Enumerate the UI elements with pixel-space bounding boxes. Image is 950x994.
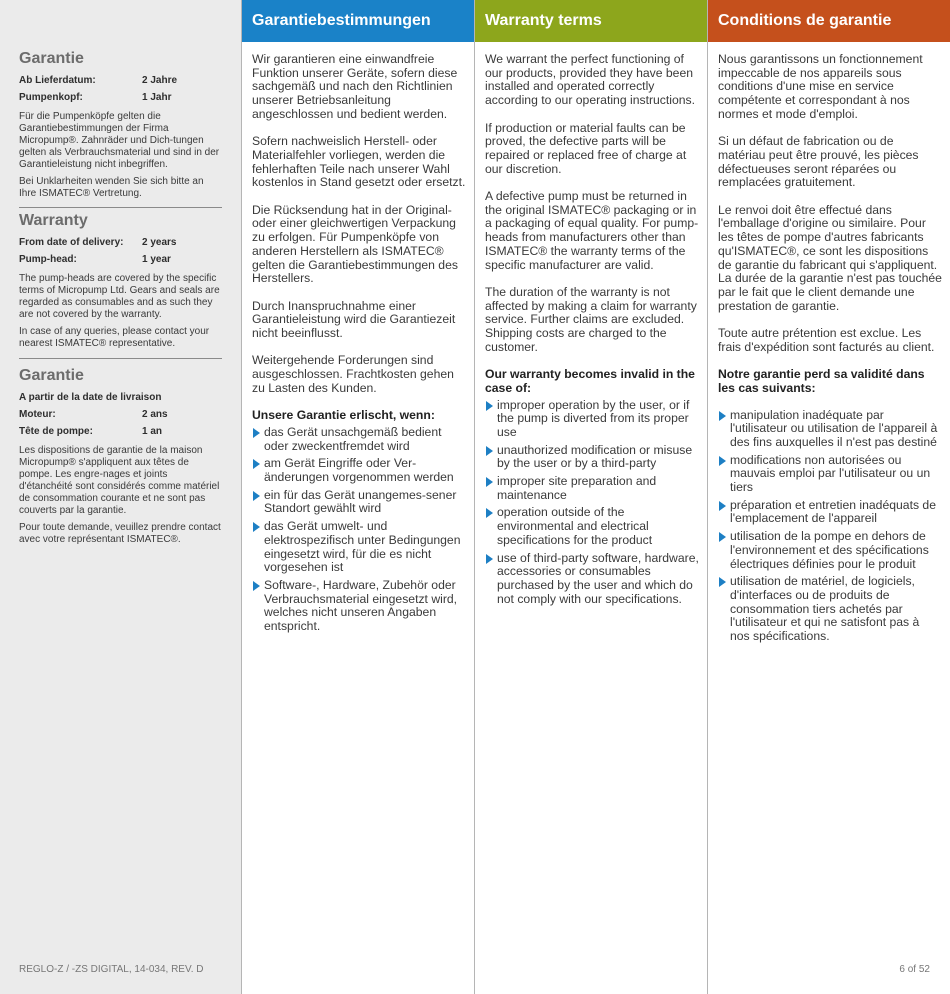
paragraph: Toute autre prétention est exclue. Les frais d'expédition sont facturés au client. xyxy=(718,326,935,354)
paragraph: Weitergehende Forderungen sind ausgeschlossen. Frachtkosten gehen zu Lasten des Kunden. xyxy=(252,353,454,395)
summary-subtitle: A partir de la date de livraison xyxy=(19,392,162,403)
triangle-bullet-icon xyxy=(253,491,260,501)
summary-en xyxy=(19,212,222,350)
paragraph: Si un défaut de fabrication ou de matériau peut être prouvé, les pièces défectueuses seront réparées ou remplacées gratuitement. xyxy=(718,134,919,190)
paragraph: Wir garantieren eine einwandfreie Funktion unserer Geräte, sofern diese sachgemäß und nach den Richtlinien unserer Betriebsanleitung angeschlossen und bedient werden. xyxy=(252,52,458,121)
sidebar-summary xyxy=(0,0,241,994)
triangle-bullet-icon xyxy=(253,428,260,438)
bullet-list xyxy=(485,399,699,607)
summary-fr xyxy=(19,367,222,546)
column-german xyxy=(241,0,474,994)
list-item: ein für das Gerät unangemes-sener Standort gewählt wird xyxy=(252,489,466,516)
list-item: am Gerät Eingriffe oder Ver-änderungen vorgenommen werden xyxy=(252,457,466,484)
paragraph: The duration of the warranty is not affected by making a claim for warranty service. Further claims are excluded. Shipping costs are charged to the customer. xyxy=(485,284,697,354)
triangle-bullet-icon xyxy=(253,522,260,532)
list-item: manipulation inadéquate par l'utilisateur ou utilisation de l'appareil à des fins auxquelles il n'est pas destiné xyxy=(718,409,942,450)
summary-row: From date of delivery: 2 years xyxy=(19,237,177,248)
summary-en-p2: In case of any queries, please contact your nearest ISMATEC® representative. xyxy=(19,326,210,349)
list-item: das Gerät unsachgemäß bedient oder zweckentfremdet wird xyxy=(252,426,466,453)
triangle-bullet-icon xyxy=(486,446,493,456)
divider xyxy=(19,358,222,359)
summary-fr-p1: Les dispositions de garantie de la maison Micropump® s'appliquent aux têtes de pompe. Les engre-nages et joints d'étanchéité sont considérés comme matériel de consommation courante et ne sont pas couverts par la garantie. xyxy=(19,445,220,516)
list-item: utilisation de la pompe en dehors de l'environnement et des spécifications électriques définies pour le produit xyxy=(718,530,942,571)
list-item: préparation et entretien inadéquats de l'emplacement de l'appareil xyxy=(718,499,942,526)
divider xyxy=(19,207,222,208)
column-french xyxy=(707,0,950,994)
triangle-bullet-icon xyxy=(486,401,493,411)
summary-fr-title: Garantie xyxy=(19,367,84,384)
triangle-bullet-icon xyxy=(719,577,726,587)
summary-row: Tête de pompe: 1 an xyxy=(19,426,163,437)
paragraph: Durch Inanspruchnahme einer Garantieleistung wird die Garantiezeit nicht beeinflusst. xyxy=(252,298,456,341)
list-item: improper operation by the user, or if the pump is diverted from its proper use xyxy=(485,399,699,440)
column-english-title: Warranty terms xyxy=(475,0,707,42)
page-number: 6 of 52 xyxy=(899,964,930,975)
invalid-conditions-heading: Our warranty becomes invalid in the case of: xyxy=(485,367,695,395)
list-item: das Gerät umwelt- und elektrospezifisch unter Bedingungen eingesetzt wird, für die es nicht vorgesehen ist xyxy=(252,520,466,575)
paragraph: Sofern nachweislich Herstell- oder Materialfehler vorliegen, werden die fehlerhaften Teile nach unserer Wahl kostenlos in Stand gesetzt oder ersetzt. xyxy=(252,134,466,190)
list-item: improper site preparation and maintenance xyxy=(485,475,699,502)
triangle-bullet-icon xyxy=(719,411,726,421)
paragraph: Le renvoi doit être effectué dans l'emballage d'origine ou similaire. Pour les têtes de pompe d'autres fabricants qu'ISMATEC®, ce sont les dispositions de garantie du fabricant qui s'appliquent. La durée de la garantie n'est pas touchée par le fait que le client demande une prestation de garantie. xyxy=(718,202,942,313)
triangle-bullet-icon xyxy=(486,508,493,518)
list-item: use of third-party software, hardware, accessories or consumables purchased by the user and which do not comply with our specifications. xyxy=(485,552,699,607)
column-french-title: Conditions de garantie xyxy=(708,0,950,42)
paragraph: We warrant the perfect functioning of our products, provided they have been installed and operated correctly according to our operating instructions. xyxy=(485,52,696,108)
paragraph: A defective pump must be returned in the original ISMATEC® packaging or in a packaging of equal quality. For pump-heads from manufacturers other than ISMATEC® the warranty terms of the specific manufacturer are valid. xyxy=(485,189,699,272)
summary-fr-p2: Pour toute demande, veuillez prendre contact avec votre représentant ISMATEC®. xyxy=(19,522,221,545)
triangle-bullet-icon xyxy=(486,554,493,564)
bullet-list xyxy=(252,426,466,634)
list-item: utilisation de matériel, de logiciels, d'interfaces ou de produits de consommation tiers achetés par l'utilisateur et qui ne satisfont pas à nos spécifications. xyxy=(718,575,942,644)
paragraph: If production or material faults can be proved, the defective parts will be repaired or replaced free of charge at our discretion. xyxy=(485,120,687,176)
list-item: modifications non autorisées ou mauvais emploi par l'utilisateur ou un tiers xyxy=(718,454,942,495)
column-german-title: Garantiebestimmungen xyxy=(242,0,474,42)
summary-row: Moteur: 2 ans xyxy=(19,409,168,420)
document-id: REGLO-Z / -ZS DIGITAL, 14-034, REV. D xyxy=(19,964,204,975)
bullet-list xyxy=(718,409,942,644)
summary-de-p2: Bei Unklarheiten wenden Sie sich bitte an Ihre ISMATEC® Vertretung. xyxy=(19,176,204,199)
triangle-bullet-icon xyxy=(253,459,260,469)
triangle-bullet-icon xyxy=(719,532,726,542)
triangle-bullet-icon xyxy=(486,477,493,487)
list-item: operation outside of the environmental and electrical specifications for the product xyxy=(485,506,699,547)
summary-en-title: Warranty xyxy=(19,212,88,229)
paragraph: Die Rücksendung hat in der Original- oder einer gleichwertigen Verpackung zu erfolgen. Für Pumpenköpfe von anderen Herstellern als ISMATEC® gelten die Garantiebestimmungen des Herstellers. xyxy=(252,202,458,286)
triangle-bullet-icon xyxy=(719,456,726,466)
invalid-conditions-heading: Unsere Garantie erlischt, wenn: xyxy=(252,408,435,423)
triangle-bullet-icon xyxy=(253,581,260,591)
column-english xyxy=(474,0,707,994)
summary-de-p1: Für die Pumpenköpfe gelten die Garantiebestimmungen der Firma Micropump®. Zahnräder und Dich-tungen gelten als Verbrauchsmaterial und sind in der Garantieleistung nicht inbegriffen. xyxy=(19,111,220,170)
summary-row: Ab Lieferdatum: 2 Jahre xyxy=(19,75,178,86)
summary-de-title: Garantie xyxy=(19,50,84,67)
summary-en-p1: The pump-heads are covered by the specific terms of Micropump Ltd. Gears and seals are regarded as consumables and as such they are not covered by the warranty. xyxy=(19,273,220,320)
paragraph: Nous garantissons un fonctionnement impeccable de nos appareils sous conditions d'une mise en service compétente et correspondant à nos normes et mode d'emploi. xyxy=(718,52,923,121)
invalid-conditions-heading: Notre garantie perd sa validité dans les cas suivants: xyxy=(718,367,925,395)
summary-row: Pump-head: 1 year xyxy=(19,254,171,265)
triangle-bullet-icon xyxy=(719,501,726,511)
summary-de xyxy=(19,50,222,200)
summary-row: Pumpenkopf: 1 Jahr xyxy=(19,92,172,103)
list-item: unauthorized modification or misuse by the user or by a third-party xyxy=(485,444,699,471)
list-item: Software-, Hardware, Zubehör oder Verbrauchsmaterial eingesetzt wird, welches nicht unseren Angaben entspricht. xyxy=(252,579,466,634)
